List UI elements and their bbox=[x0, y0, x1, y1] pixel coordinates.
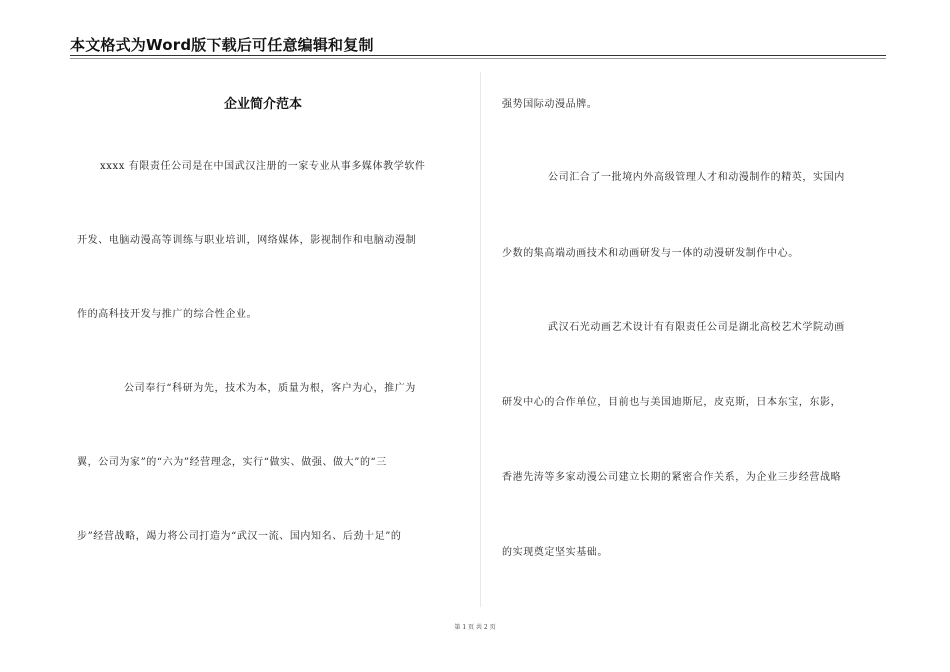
left-line-5: 翼，公司为家”的“六为”经营理念，实行“做实、做强、做大”的“三 bbox=[77, 457, 387, 468]
right-line-5: 研发中心的合作单位，目前也与美国迪斯尼，皮克斯，日本东宝，东影， bbox=[502, 397, 842, 408]
right-line-6: 香港先涛等多家动漫公司建立长期的紧密合作关系，为企业三步经营战略 bbox=[502, 472, 842, 483]
right-line-3: 少数的集高端动画技术和动画研发与一体的动漫研发制作中心。 bbox=[502, 248, 799, 259]
header-rule bbox=[70, 55, 886, 56]
left-line-1: xxxx 有限责任公司是在中国武汉注册的一家专业从事多媒体教学软件 bbox=[100, 161, 426, 172]
column-divider bbox=[480, 72, 481, 607]
right-line-1: 强势国际动漫品牌。 bbox=[502, 99, 598, 110]
document-title: 企业简介范本 bbox=[223, 97, 302, 112]
header-rule-secondary bbox=[70, 58, 886, 59]
page-number: 第 1 页 共 2 页 bbox=[454, 624, 496, 631]
right-line-2: 公司汇合了一批境内外高级管理人才和动漫制作的精英，实国内 bbox=[548, 172, 845, 183]
right-line-7: 的实现奠定坚实基础。 bbox=[502, 547, 608, 558]
left-line-2: 开发、电脑动漫高等训练与职业培训，网络媒体，影视制作和电脑动漫制 bbox=[77, 235, 417, 246]
right-line-4: 武汉石光动画艺术设计有有限责任公司是湖北高校艺术学院动画 bbox=[548, 322, 845, 333]
left-line-6: 步”经营战略，竭力将公司打造为“武汉一流、国内知名、后劲十足”的 bbox=[77, 531, 402, 542]
document-header: 本文格式为Word版下载后可任意编辑和复制 bbox=[70, 36, 374, 54]
left-line-3: 作的高科技开发与推广的综合性企业。 bbox=[77, 309, 258, 320]
left-line-4: 公司奉行“科研为先，技术为本，质量为根，客户为心，推广为 bbox=[124, 383, 416, 394]
